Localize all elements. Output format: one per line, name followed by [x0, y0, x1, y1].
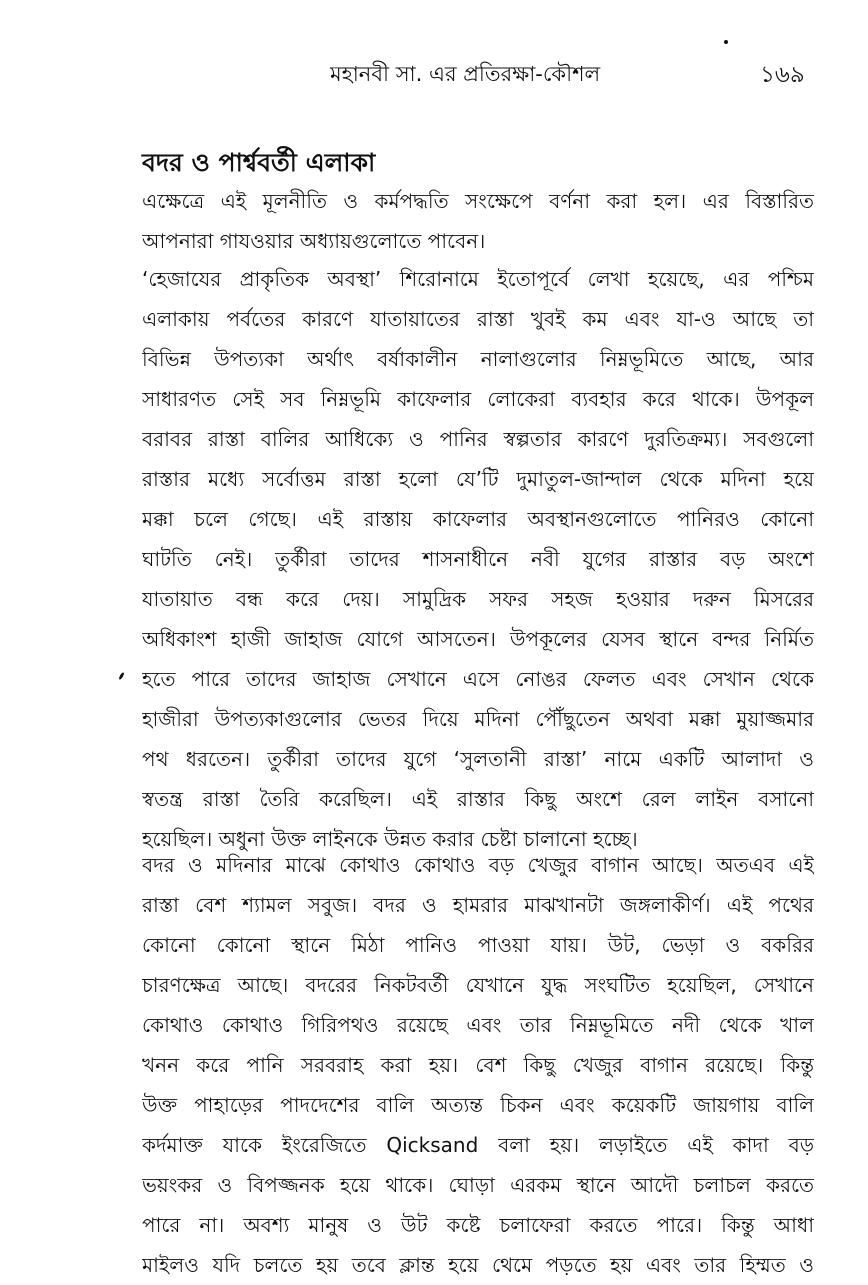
text-line: ‘হেজাযের প্রাকৃতিক অবস্থা’ শিরোনামে ইতোপূর্বে লেখা হয়েছে, এর পশ্চিম — [142, 267, 814, 291]
text-line: রাস্তার মধ্যে সর্বোত্তম রাস্তা হলো যে’টি দুমাতুল-জান্দাল থেকে মদিনা হয়ে — [142, 467, 814, 491]
text-line: খনন করে পানি সরবরাহ করা হয়। বেশ কিছু খেজুর বাগান রয়েছে। কিন্তু — [142, 1053, 814, 1077]
text-line: উক্ত পাহাড়ের পাদদেশের বালি অত্যন্ত চিকন এবং কয়েকটি জায়গায় বালি — [142, 1093, 814, 1117]
text-line: বরাবর রাস্তা বালির আধিক্যে ও পানির স্বল্পতার কারণে দুরতিক্রম্য। সবগুলো — [142, 427, 814, 451]
text-line: সাধারণত সেই সব নিম্নভূমি কাফেলার লোকেরা ব্যবহার করে থাকে। উপকূল — [142, 387, 814, 411]
text-line: পথ ধরতেন। তুর্কীরা তাদের যুগে ‘সুলতানী রাস্তা’ নামে একটি আলাদা ও — [142, 747, 814, 771]
text-line: হতে পারে তাদের জাহাজ সেখানে এসে নোঙর ফেলত এবং সেখান থেকে — [142, 667, 814, 691]
text-line: এলাকায় পর্বতের কারণে যাতায়াতের রাস্তা খুবই কম এবং যা-ও আছে তা — [142, 307, 814, 331]
page-number: ১৬৯ — [760, 62, 805, 88]
text-line: স্বতন্ত্র রাস্তা তৈরি করেছিল। এই রাস্তার কিছু অংশে রেল লাইন বসানো — [142, 787, 814, 811]
text-line: কোথাও কোথাও গিরিপথও রয়েছে এবং তার নিম্নভূমিতে নদী থেকে খাল — [142, 1013, 814, 1037]
text-line: চারণক্ষেত্র আছে। বদরের নিকটবর্তী যেখানে যুদ্ধ সংঘটিত হয়েছিল, সেখানে — [142, 973, 814, 997]
text-line: বদর ও মদিনার মাঝে কোথাও কোথাও বড় খেজুর বাগান আছে। অতএব এই — [142, 853, 814, 877]
text-line: হাজীরা উপত্যকাগুলোর ভেতর দিয়ে মদিনা পৌঁছুতেন অথবা মক্কা মুয়াজ্জমার — [142, 707, 814, 731]
paragraph-2 — [142, 259, 814, 859]
text-line: এক্ষেত্রে এই মূলনীতি ও কর্মপদ্ধতি সংক্ষেপে বর্ণনা করা হল। এর বিস্তারিত — [142, 189, 814, 213]
paragraph-3 — [142, 845, 814, 1285]
text-line: মাইলও যদি চলতে হয় তবে ক্লান্ত হয়ে থেমে পড়তে হয় এবং তার হিম্মত ও — [142, 1253, 814, 1277]
text-line: অধিকাংশ হাজী জাহাজ যোগে আসতেন। উপকূলের যেসব স্থানে বন্দর নির্মিত — [142, 627, 814, 651]
text-line: পারে না। অবশ্য মানুষ ও উট কষ্টে চলাফেরা করতে পারে। কিন্তু আধা — [142, 1213, 814, 1237]
text-line: ভয়ংকর ও বিপজ্জনক হয়ে থাকে। ঘোড়া এরকম স্থানে আদৌ চলাচল করতে — [142, 1173, 814, 1197]
text-line: ঘাটতি নেই। তুর্কীরা তাদের শাসনাধীনে নবী যুগের রাস্তার বড় অংশে — [142, 547, 814, 571]
text-line: যাতায়াত বন্ধ করে দেয়। সামুদ্রিক সফর সহজ হওয়ার দরুন মিসরের — [142, 587, 814, 611]
section-heading: বদর ও পার্শ্ববর্তী এলাকা — [142, 148, 376, 177]
text-line: রাস্তা বেশ শ্যামল সবুজ। বদর ও হামরার মাঝখানটা জঙ্গলাকীর্ণ। এই পথের — [142, 893, 814, 917]
scan-speck — [724, 40, 728, 44]
text-line: বিভিন্ন উপত্যকা অর্থাৎ বর্ষাকালীন নালাগুলোর নিম্নভূমিতে আছে, আর — [142, 347, 814, 371]
text-line: কোনো কোনো স্থানে মিঠা পানিও পাওয়া যায়। উট, ভেড়া ও বকরির — [142, 933, 814, 957]
text-line: আপনারা গাযওয়ার অধ্যায়গুলোতে পাবেন। — [142, 229, 486, 253]
text-line: হয়েছিল। অধুনা উক্ত লাইনকে উন্নত করার চেষ্টা চালানো হচ্ছে। — [142, 827, 638, 851]
scan-speck — [118, 672, 125, 680]
text-line: মক্কা চলে গেছে। এই রাস্তায় কাফেলার অবস্থানগুলোতে পানিরও কোনো — [142, 507, 814, 531]
running-header-title: মহানবী সা. এর প্রতিরক্ষা-কৌশল — [330, 62, 601, 86]
paragraph-1 — [142, 181, 814, 261]
text-line: কর্দমাক্ত যাকে ইংরেজিতে Qicksand বলা হয়। লড়াইতে এই কাদা বড় — [142, 1133, 814, 1157]
